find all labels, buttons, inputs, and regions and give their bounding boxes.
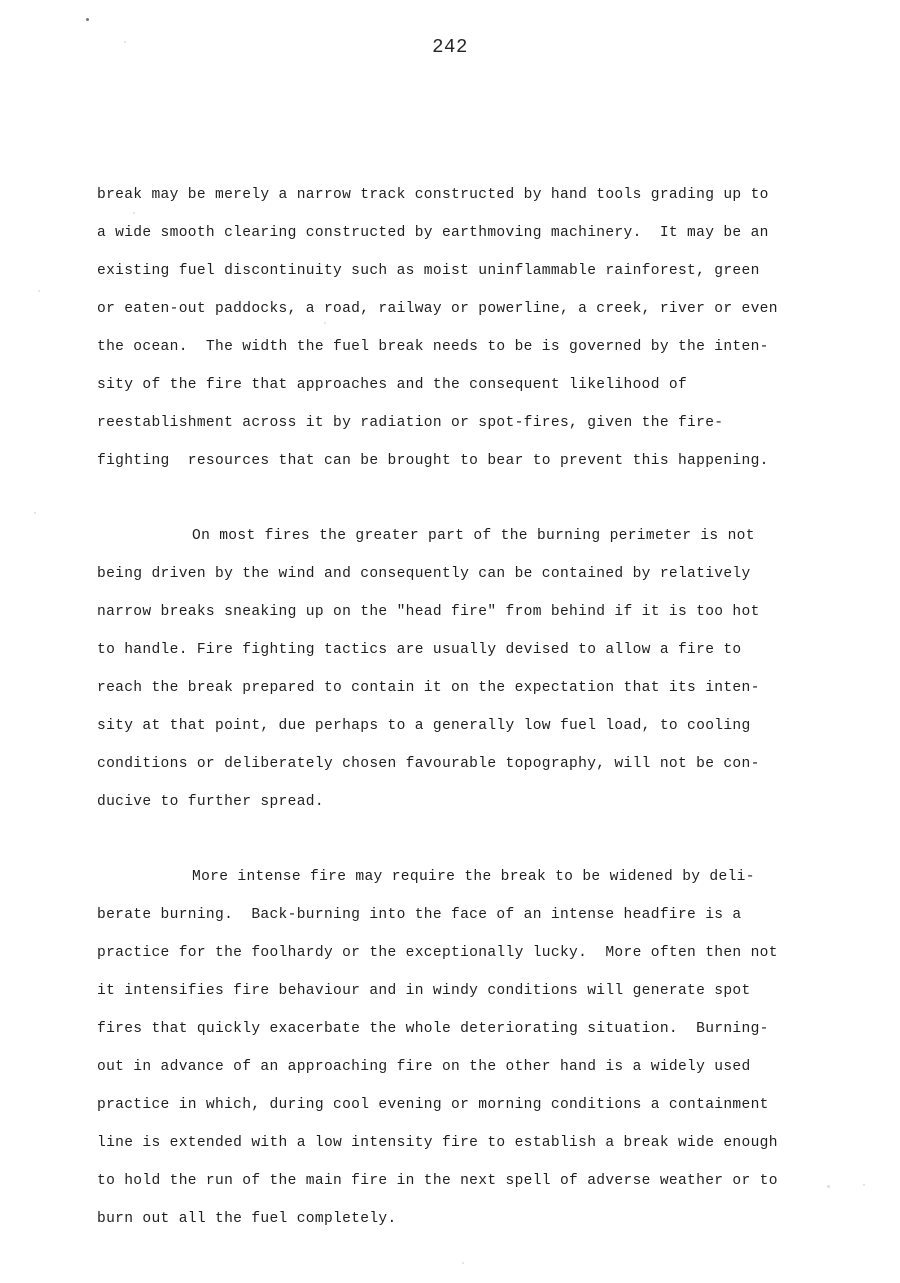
- text-line: berate burning. Back-burning into the face of an intense headfire is a: [97, 907, 742, 923]
- scan-speck: [133, 212, 135, 214]
- text-line: sity of the fire that approaches and the consequent likelihood of: [97, 377, 688, 393]
- scan-speck: [462, 1262, 464, 1264]
- scan-speck: [863, 1184, 865, 1186]
- text-line: being driven by the wind and consequently can be contained by relatively: [97, 566, 751, 582]
- text-line: or eaten-out paddocks, a road, railway or powerline, a creek, river or even: [97, 301, 778, 317]
- text-line: the ocean. The width the fuel break needs to be is governed by the inten-: [97, 339, 769, 355]
- text-line: practice for the foolhardy or the exceptionally lucky. More often then not: [97, 945, 778, 961]
- scan-speck: [124, 41, 126, 43]
- document-body: [97, 176, 842, 1238]
- text-line: sity at that point, due perhaps to a generally low fuel load, to cooling: [97, 718, 751, 734]
- text-line: conditions or deliberately chosen favourable topography, will not be con-: [97, 756, 760, 772]
- text-line: fires that quickly exacerbate the whole deteriorating situation. Burning-: [97, 1021, 769, 1037]
- text-line: to handle. Fire fighting tactics are usually devised to allow a fire to: [97, 642, 742, 658]
- text-line: out in advance of an approaching fire on the other hand is a widely used: [97, 1059, 751, 1075]
- text-line: practice in which, during cool evening or morning conditions a containment: [97, 1097, 769, 1113]
- scan-speck: [86, 18, 89, 21]
- text-line: burn out all the fuel completely.: [97, 1211, 397, 1227]
- text-line: line is extended with a low intensity fire to establish a break wide enough: [97, 1135, 778, 1151]
- paragraph-1: [97, 176, 842, 480]
- text-line: reach the break prepared to contain it on the expectation that its inten-: [97, 680, 760, 696]
- text-line: ducive to further spread.: [97, 794, 324, 810]
- text-line: break may be merely a narrow track constructed by hand tools grading up to: [97, 187, 769, 203]
- scan-speck: [38, 290, 40, 292]
- text-line: it intensifies fire behaviour and in windy conditions will generate spot: [97, 983, 751, 999]
- scan-speck: [324, 322, 326, 324]
- text-line: narrow breaks sneaking up on the "head fire" from behind if it is too hot: [97, 604, 760, 620]
- scan-speck: [827, 1185, 830, 1188]
- text-line: fighting resources that can be brought to bear to prevent this happening.: [97, 453, 769, 469]
- text-line: a wide smooth clearing constructed by earthmoving machinery. It may be an: [97, 225, 769, 241]
- scan-speck: [34, 512, 36, 514]
- page-number: 242: [432, 36, 468, 58]
- text-line: On most fires the greater part of the burning perimeter is not: [192, 528, 755, 544]
- text-line: existing fuel discontinuity such as moist uninflammable rainforest, green: [97, 263, 760, 279]
- text-line: More intense fire may require the break to be widened by deli-: [192, 869, 755, 885]
- paragraph-3: [97, 858, 842, 1238]
- text-line: reestablishment across it by radiation or spot-fires, given the fire-: [97, 415, 724, 431]
- paragraph-2: [97, 517, 842, 821]
- text-line: to hold the run of the main fire in the next spell of adverse weather or to: [97, 1173, 778, 1189]
